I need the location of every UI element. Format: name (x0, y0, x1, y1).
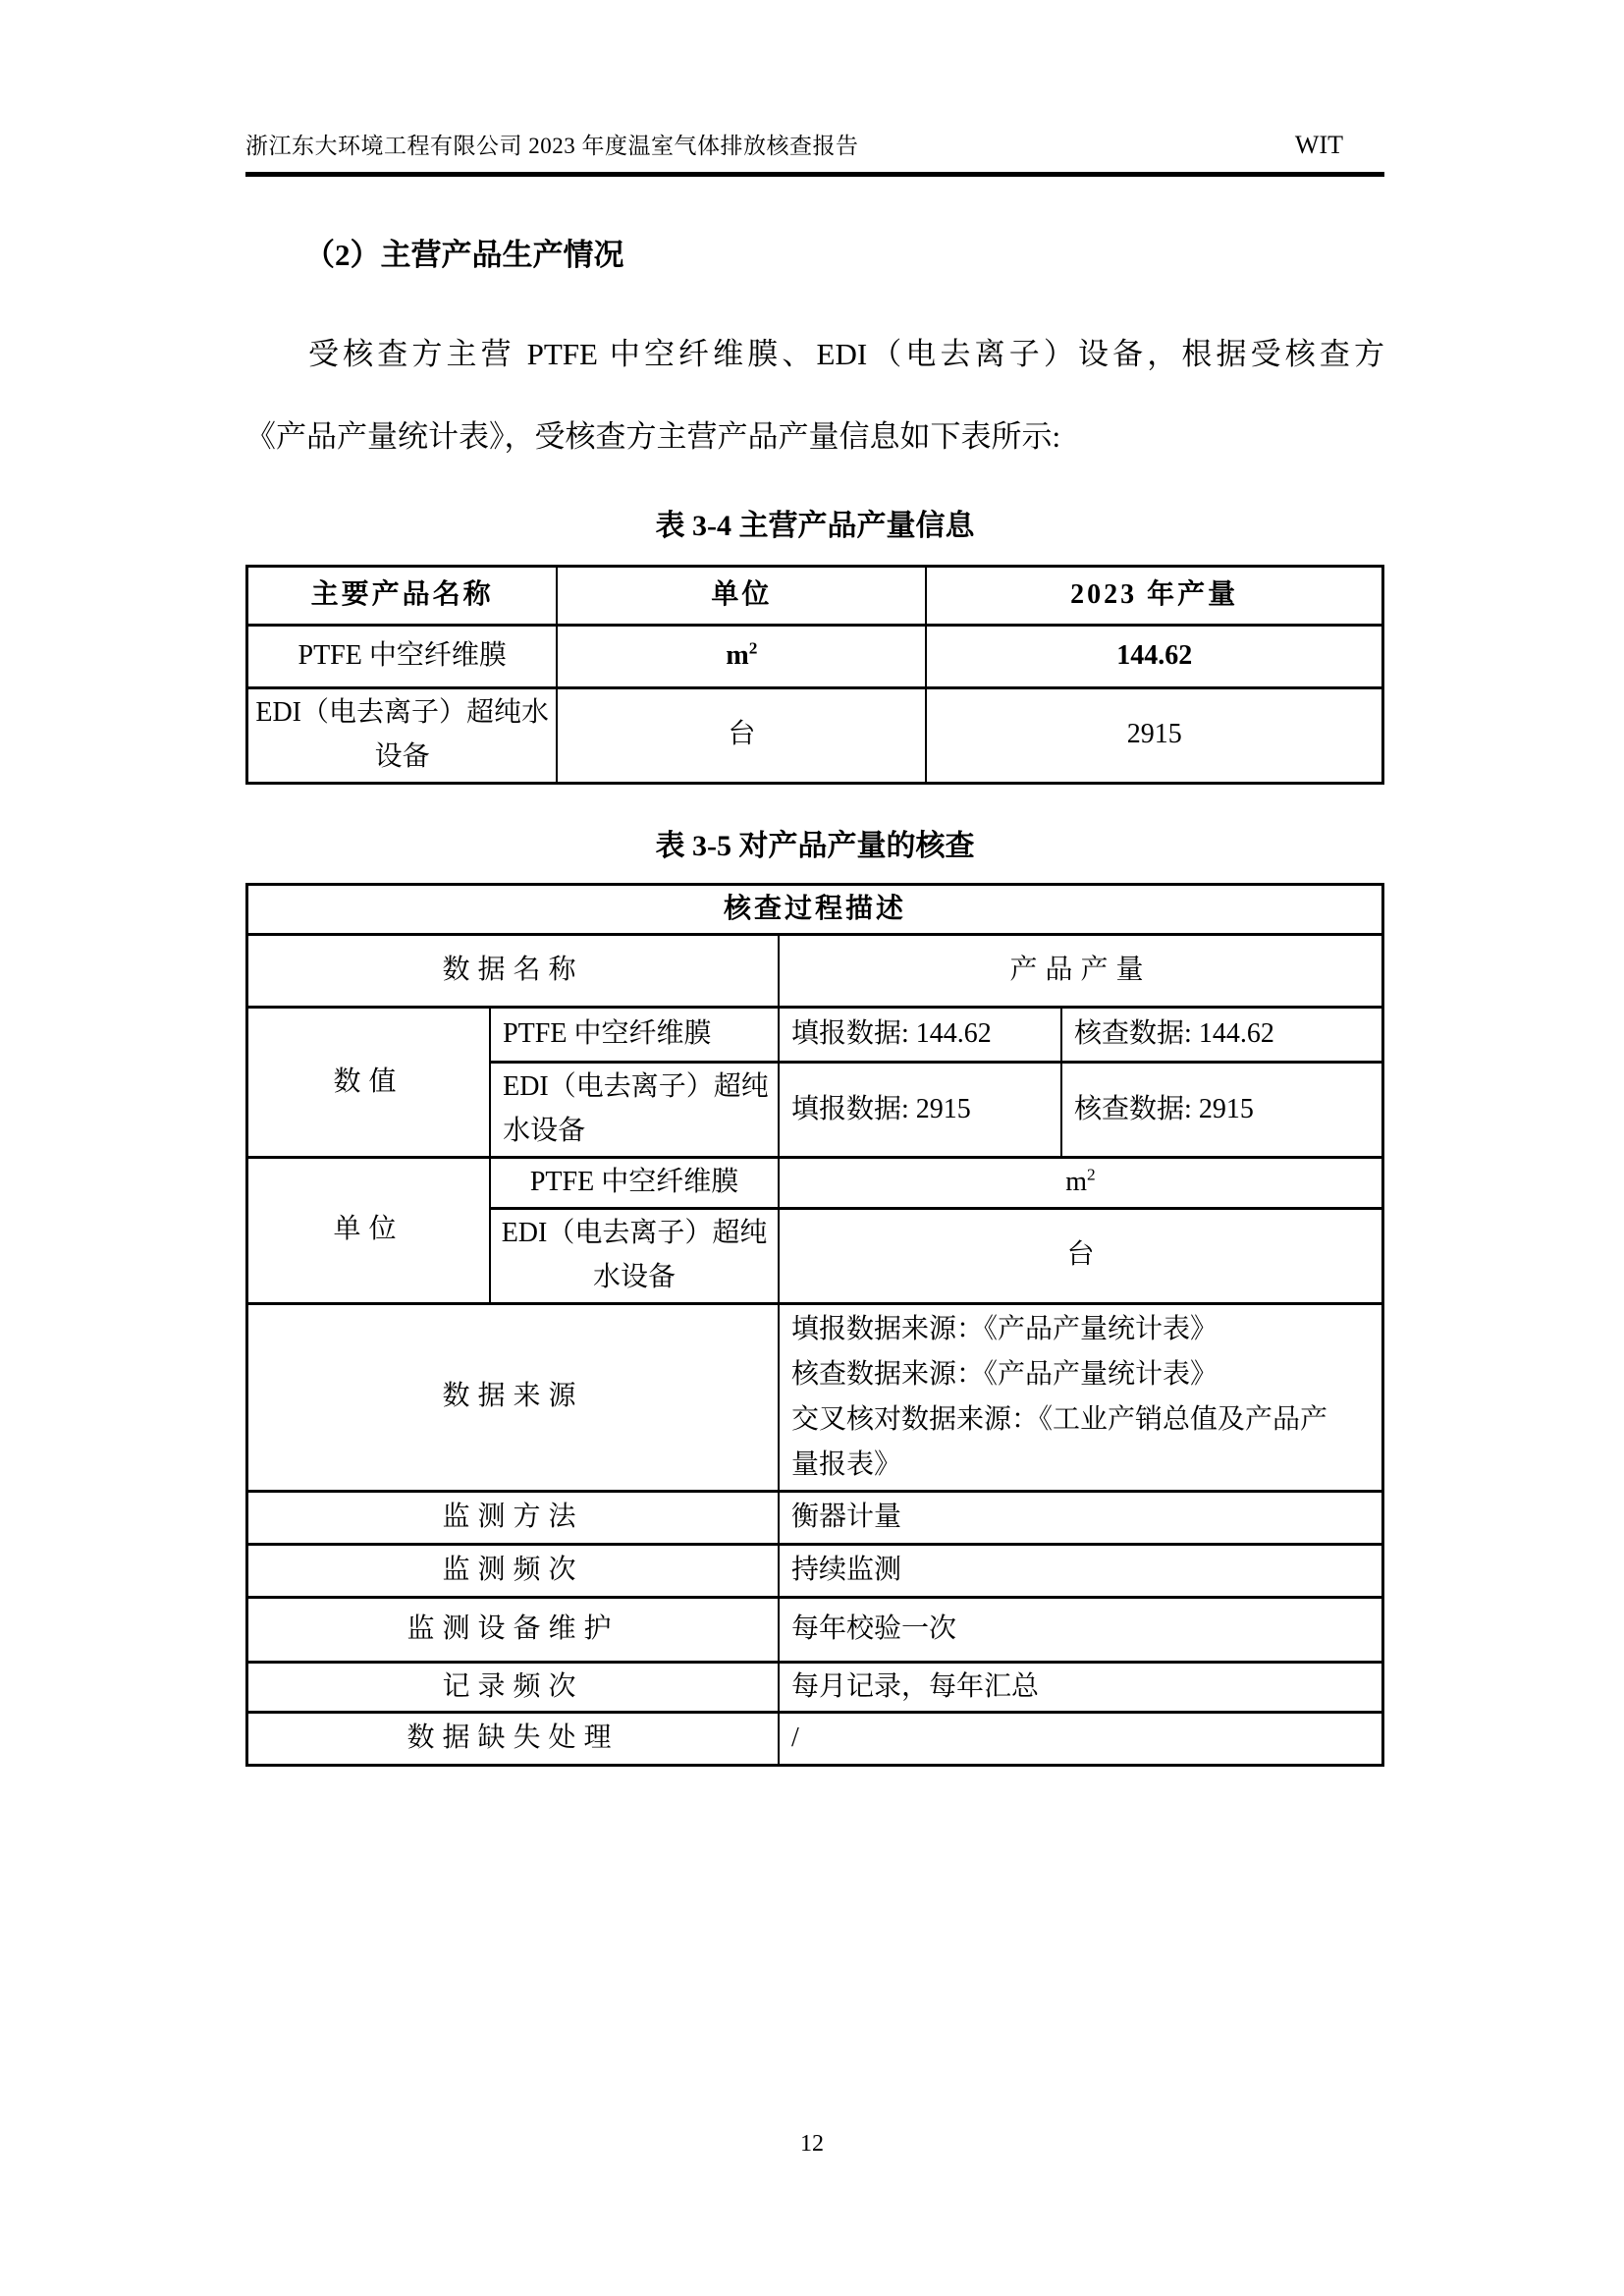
t35-reported-value: 填报数据: 2915 (779, 1063, 1061, 1158)
t35-meta-value: / (779, 1713, 1383, 1766)
unit-superscript: 2 (748, 638, 758, 658)
source-line: 交叉核对数据来源：《工业产销总值及产品产量报表》 (790, 1403, 1327, 1480)
t35-unit-value (779, 1157, 1383, 1208)
table-row (247, 567, 1383, 626)
t35-source-label: 数据来源 (247, 1303, 779, 1491)
source-line: 核查数据来源：《产品产量统计表》 (790, 1358, 1218, 1390)
section-heading: （2）主营产品生产情况 (304, 238, 624, 272)
unit-base: m (726, 640, 749, 672)
t35-source-value (779, 1303, 1383, 1491)
table-row (247, 1303, 1383, 1491)
table-row (247, 884, 1383, 935)
t34-unit (557, 626, 926, 688)
page-content (245, 0, 1384, 1767)
page-number: 12 (800, 2131, 824, 2157)
t34-header-output: 2023 年产量 (926, 567, 1382, 626)
unit-base: 台 (1066, 1239, 1095, 1271)
paragraph-line: 受核查方主营 PTFE 中空纤维膜、EDI（电去离子）设备，根据受核查方 (308, 337, 1384, 371)
t34-product-name: PTFE 中空纤维膜 (247, 626, 558, 688)
t35-meta-label: 监测方法 (247, 1491, 779, 1544)
table-row (247, 1544, 1383, 1597)
t35-meta-label: 数据缺失处理 (247, 1713, 779, 1766)
unit-superscript: 2 (1087, 1165, 1096, 1184)
t35-numeric-item: EDI（电去离子）超纯水设备 (490, 1063, 779, 1158)
source-line: 填报数据来源：《产品产量统计表》 (790, 1313, 1218, 1344)
t35-meta-value: 持续监测 (779, 1544, 1383, 1597)
t34-header-product-name: 主要产品名称 (247, 567, 558, 626)
t35-meta-value: 每月记录，每年汇总 (779, 1662, 1383, 1713)
table-row (247, 1662, 1383, 1713)
t34-output-value: 2915 (926, 688, 1382, 784)
unit-base: 台 (728, 719, 756, 750)
table-row (247, 1491, 1383, 1544)
table-row (247, 935, 1383, 1008)
intro-paragraph (245, 335, 1384, 457)
table-row (247, 1597, 1383, 1662)
document-header-brand: WIT (1294, 131, 1343, 159)
t34-unit (557, 688, 926, 784)
t34-product-name: EDI（电去离子）超纯水设备 (247, 688, 558, 784)
table-row (247, 626, 1383, 688)
table-row (247, 688, 1383, 784)
t35-numeric-item: PTFE 中空纤维膜 (490, 1008, 779, 1063)
t34-output-value: 144.62 (926, 626, 1382, 688)
table-3-4 (245, 565, 1384, 785)
table-3-5 (245, 883, 1384, 1768)
t35-unit-item: PTFE 中空纤维膜 (490, 1157, 779, 1208)
t35-meta-label: 记录频次 (247, 1662, 779, 1713)
t35-reported-value: 填报数据: 144.62 (779, 1008, 1061, 1063)
t35-verified-value: 核查数据: 2915 (1061, 1063, 1382, 1158)
t35-unit-item: EDI（电去离子）超纯水设备 (490, 1208, 779, 1303)
t35-data-name-label: 数据名称 (247, 935, 779, 1008)
table-3-5-caption: 表 3-5 对产品产量的核查 (655, 829, 975, 862)
t35-meta-label: 监测频次 (247, 1544, 779, 1597)
t35-meta-value: 每年校验一次 (779, 1597, 1383, 1662)
unit-base: m (1065, 1167, 1088, 1198)
t35-verified-value: 核查数据: 144.62 (1061, 1008, 1382, 1063)
table-3-4-caption: 表 3-4 主营产品产量信息 (655, 510, 975, 542)
table-row (247, 1713, 1383, 1766)
t35-process-header: 核查过程描述 (247, 884, 1383, 935)
t35-unit-value (779, 1208, 1383, 1303)
t35-data-name-value: 产品产量 (779, 935, 1383, 1008)
t35-meta-label: 监测设备维护 (247, 1597, 779, 1662)
t35-meta-value: 衡器计量 (779, 1491, 1383, 1544)
t34-header-unit: 单位 (557, 567, 926, 626)
document-header-title: 浙江东大环境工程有限公司 2023 年度温室气体排放核查报告 (245, 134, 859, 158)
t35-unit-label: 单位 (247, 1157, 491, 1303)
document-header (245, 0, 1384, 177)
table-row (247, 1008, 1383, 1063)
table-row (247, 1157, 1383, 1208)
paragraph-line: 《产品产量统计表》，受核查方主营产品产量信息如下表所示: (245, 419, 1061, 454)
t35-numeric-label: 数值 (247, 1008, 491, 1158)
